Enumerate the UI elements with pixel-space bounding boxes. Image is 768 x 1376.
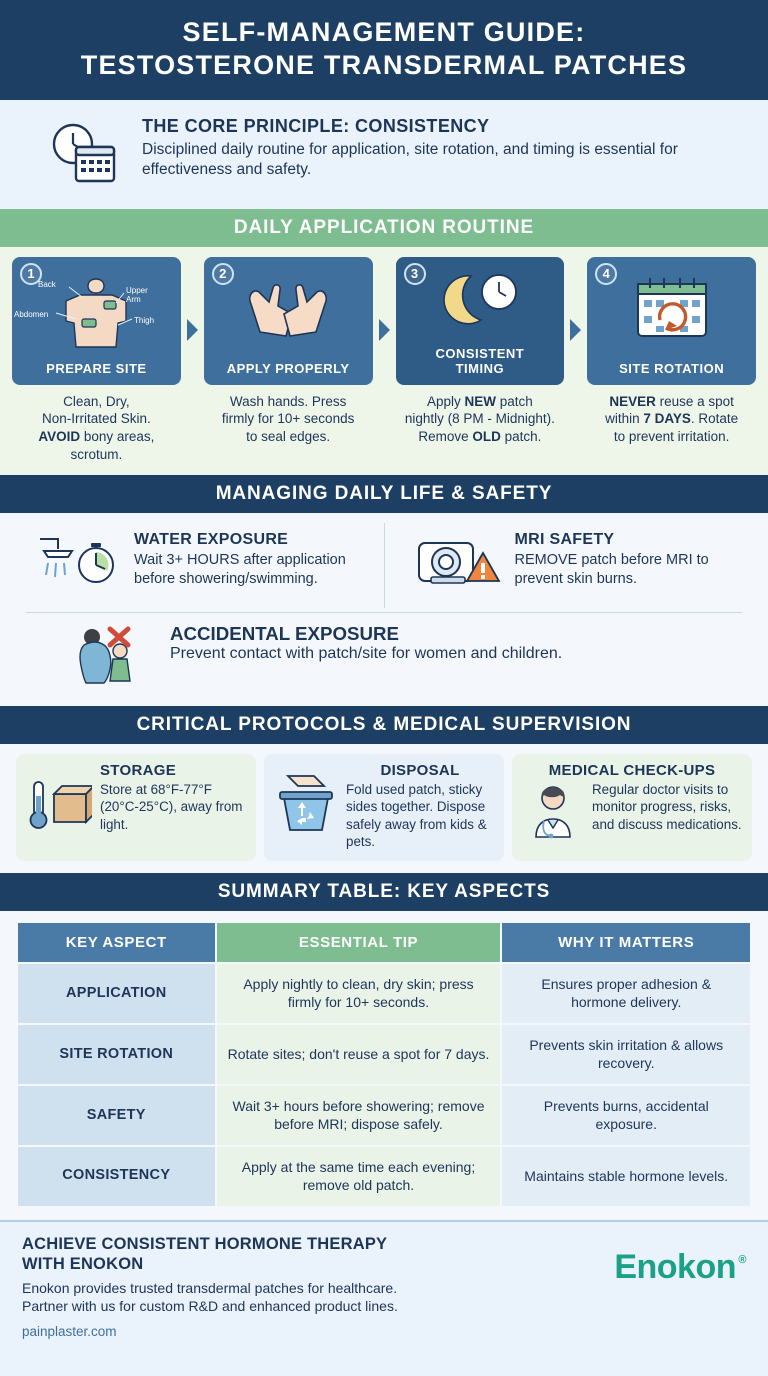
- table-header-essential-tip: ESSENTIAL TIP: [217, 923, 501, 962]
- svg-text:Abdomen: Abdomen: [14, 310, 49, 320]
- step-4-desc: NEVER reuse a spot within 7 DAYS. Rotate to prevent irritation.: [605, 393, 739, 444]
- routine-step-1: [12, 257, 181, 463]
- row-4-aspect: CONSISTENCY: [18, 1147, 215, 1206]
- woman-child-warning-icon: [70, 623, 158, 690]
- row-2-tip: Rotate sites; don't reuse a spot for 7 days.: [217, 1025, 501, 1084]
- shower-timer-icon: [26, 531, 122, 598]
- disposal-text: Fold used patch, sticky sides together. Dispose safely away from kids & pets.: [346, 782, 487, 850]
- page-title: [20, 16, 748, 82]
- enokon-logo-text: Enokon: [614, 1247, 736, 1286]
- safety-section: [0, 513, 768, 706]
- checkups-text: Regular doctor visits to monitor progress, risks, and discuss medications.: [592, 782, 742, 832]
- step-3-number: 3: [404, 263, 426, 285]
- step-4-card: [587, 257, 756, 385]
- clock-calendar-icon: [46, 116, 124, 193]
- summary-table-section: [0, 911, 768, 1220]
- step-2-label: APPLY PROPERLY: [226, 360, 350, 376]
- page-title-line1: SELF-MANAGEMENT GUIDE:: [182, 17, 586, 47]
- page-header: [0, 0, 768, 100]
- storage-title: STORAGE: [100, 762, 177, 780]
- step-1-label: PREPARE SITE: [46, 360, 147, 376]
- step-2-card: [204, 257, 373, 385]
- daily-routine-bar: DAILY APPLICATION ROUTINE: [0, 209, 768, 247]
- accidental-exposure-text: Prevent contact with patch/site for women and children.: [170, 645, 563, 663]
- footer-website-link[interactable]: painplaster.com: [22, 1323, 117, 1339]
- mri-warning-icon: [411, 531, 503, 598]
- protocol-checkups: [512, 754, 752, 861]
- row-1-why: Ensures proper adhesion & hormone delivery.: [502, 964, 750, 1023]
- step-1-card: [12, 257, 181, 385]
- table-header-row: [18, 923, 750, 962]
- water-exposure-text: Wait 3+ HOURS after application before showering/swimming.: [134, 552, 346, 588]
- row-4-tip: Apply at the same time each evening; remove old patch.: [217, 1147, 501, 1206]
- row-1-aspect: APPLICATION: [18, 964, 215, 1023]
- svg-text:Back: Back: [38, 280, 57, 290]
- row-1-tip: Apply nightly to clean, dry skin; press firmly for 10+ seconds.: [217, 964, 501, 1023]
- protocols-section: [0, 744, 768, 873]
- routine-step-3: [396, 257, 565, 463]
- recycle-bin-icon: [274, 762, 338, 843]
- protocols-bar: CRITICAL PROTOCOLS & MEDICAL SUPERVISION: [0, 706, 768, 744]
- summary-table-bar: SUMMARY TABLE: KEY ASPECTS: [0, 873, 768, 911]
- safety-item-mri: [384, 523, 768, 608]
- step-3-card: [396, 257, 565, 385]
- row-2-aspect: SITE ROTATION: [18, 1025, 215, 1084]
- core-principle-text: Disciplined daily routine for application, site rotation, and timing is essential for effectiveness and safety.: [142, 140, 678, 179]
- row-3-tip: Wait 3+ hours before showering; remove before MRI; dispose safely.: [217, 1086, 501, 1145]
- checkups-title: MEDICAL CHECK-UPS: [548, 762, 716, 780]
- safety-bar: MANAGING DAILY LIFE & SAFETY: [0, 475, 768, 513]
- step-4-label: SITE ROTATION: [619, 360, 725, 376]
- routine-step-4: [587, 257, 756, 463]
- footer-title-line2: WITH ENOKON: [22, 1255, 144, 1274]
- page-footer: [0, 1220, 768, 1376]
- mri-safety-title: MRI SAFETY: [514, 531, 615, 549]
- arrow-1-icon: [187, 319, 198, 341]
- svg-text:Thigh: Thigh: [134, 316, 155, 326]
- arrow-2-icon: [379, 319, 390, 341]
- arrow-3-icon: [570, 319, 581, 341]
- footer-text-block: [22, 1234, 398, 1339]
- footer-title: [22, 1234, 398, 1275]
- water-exposure-title: WATER EXPOSURE: [134, 531, 289, 549]
- protocol-disposal: [264, 754, 504, 861]
- thermometer-box-icon: [26, 762, 92, 839]
- safety-item-water: [0, 523, 384, 608]
- row-3-aspect: SAFETY: [18, 1086, 215, 1145]
- safety-top-row: [0, 523, 768, 608]
- enokon-logo: [614, 1248, 746, 1287]
- step-1-number: 1: [20, 263, 42, 285]
- page-title-line2: TESTOSTERONE TRANSDERMAL PATCHES: [80, 49, 688, 80]
- row-3-why: Prevents burns, accidental exposure.: [502, 1086, 750, 1145]
- table-header-why-it-matters: WHY IT MATTERS: [502, 923, 750, 962]
- core-principle-title: THE CORE PRINCIPLE: CONSISTENCY: [142, 115, 490, 136]
- daily-routine-section: [0, 247, 768, 475]
- step-4-number: 4: [595, 263, 617, 285]
- step-3-label: CONSISTENT TIMING: [435, 346, 525, 376]
- footer-text-line2: Partner with us for custom R&D and enhanced product lines.: [22, 1298, 398, 1315]
- step-2-number: 2: [212, 263, 234, 285]
- mri-safety-text: REMOVE patch before MRI to prevent skin burns.: [514, 552, 709, 588]
- table-row: [18, 1086, 750, 1145]
- protocol-storage: [16, 754, 256, 861]
- footer-text-line1: Enokon provides trusted transdermal patches for healthcare.: [22, 1279, 398, 1296]
- routine-step-2: [204, 257, 373, 463]
- core-principle-section: [0, 100, 768, 209]
- summary-table: [16, 921, 752, 1208]
- step-1-desc: Clean, Dry, Non-Irritated Skin. AVOID bony areas, scrotum.: [38, 393, 155, 462]
- footer-title-line1: ACHIEVE CONSISTENT HORMONE THERAPY: [22, 1234, 388, 1253]
- routine-steps-row: [12, 257, 756, 463]
- table-row: [18, 1147, 750, 1206]
- safety-divider: [26, 612, 742, 613]
- table-row: [18, 964, 750, 1023]
- svg-text:Upper: Upper: [126, 286, 149, 296]
- table-row: [18, 1025, 750, 1084]
- step-3-desc: Apply NEW patch nightly (8 PM - Midnight). Remove OLD patch.: [404, 393, 555, 444]
- row-2-why: Prevents skin irritation & allows recovery.: [502, 1025, 750, 1084]
- storage-text: Store at 68°F-77°F (20°C-25°C), away from light.: [100, 782, 243, 832]
- disposal-title: DISPOSAL: [380, 762, 460, 780]
- row-4-why: Maintains stable hormone levels.: [502, 1147, 750, 1206]
- accidental-exposure-title: ACCIDENTAL EXPOSURE: [170, 623, 399, 645]
- registered-mark: ®: [738, 1253, 746, 1266]
- svg-text:Arm: Arm: [126, 295, 142, 305]
- safety-item-exposure: [0, 617, 768, 700]
- doctor-icon: [522, 781, 584, 844]
- step-2-desc: Wash hands. Press firmly for 10+ seconds to seal edges.: [221, 393, 355, 444]
- table-header-key-aspect: KEY ASPECT: [18, 923, 215, 962]
